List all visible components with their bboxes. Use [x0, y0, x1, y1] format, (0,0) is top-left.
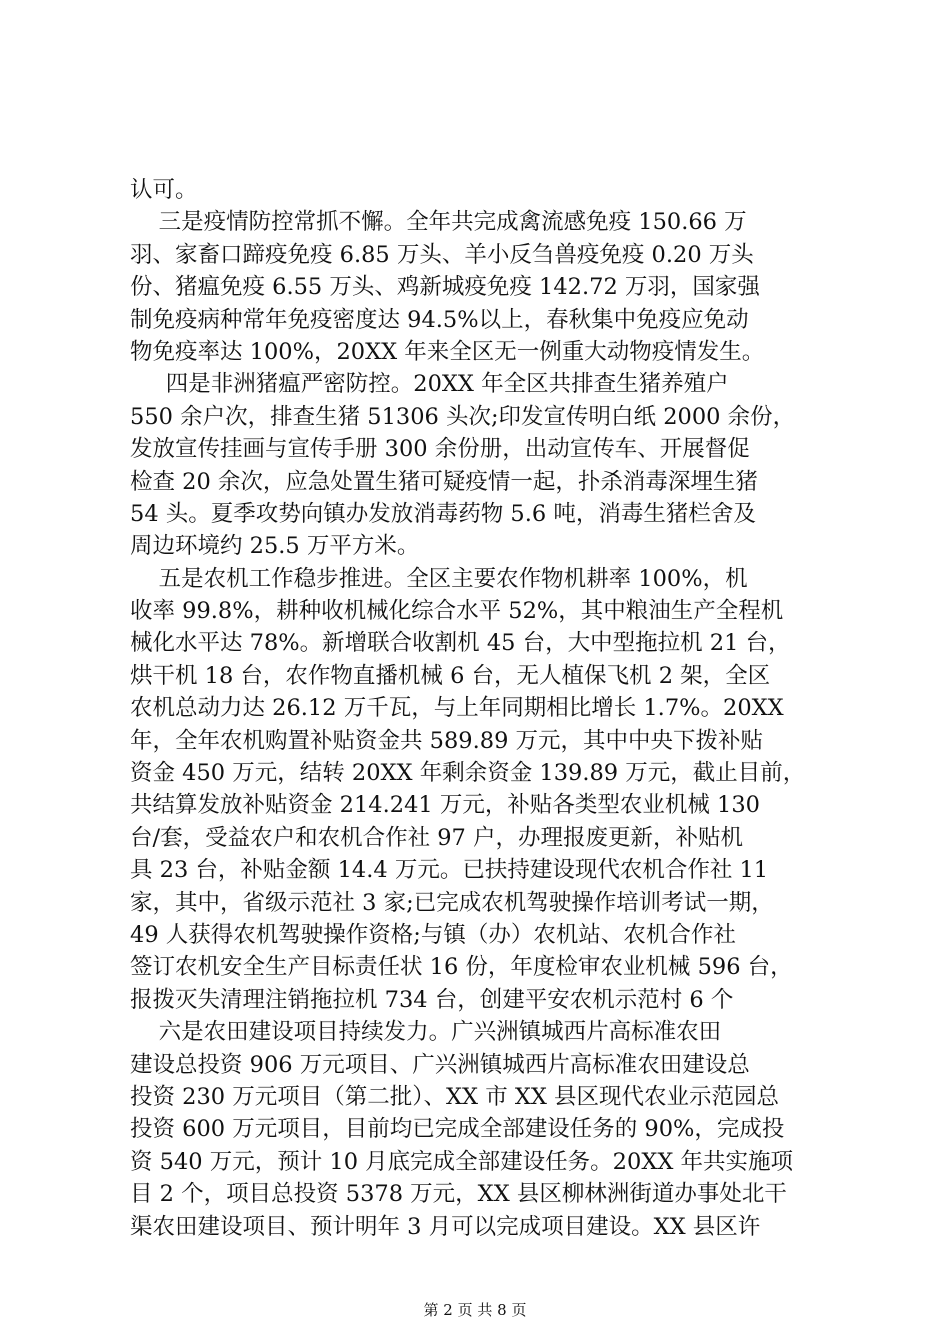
text-line: 检查 20 余次，应急处置生猪可疑疫情一起，扑杀消毒深埋生猪 [130, 468, 758, 495]
text-line: 具 23 台，补贴金额 14.4 万元。已扶持建设现代农机合作社 11 [130, 857, 769, 884]
text-line: 四是非洲猪瘟严密防控。20XX 年全区共排查生猪养殖户 [130, 371, 729, 398]
text-line: 认可。 [130, 177, 198, 203]
text-line: 六是农田建设项目持续发力。广兴洲镇城西片高标准农田 [130, 1019, 722, 1046]
page-number-footer: 第 2 页 共 8 页 [423, 1301, 527, 1319]
text-line: 台/套，受益农户和农机合作社 97 户，办理报废更新，补贴机 [130, 824, 744, 851]
text-line: 周边环境约 25.5 万平方米。 [130, 533, 420, 560]
text-line: 三是疫情防控常抓不懈。全年共完成禽流感免疫 150.66 万 [130, 209, 747, 236]
document-body [130, 174, 830, 1243]
text-line: 550 余户次，排查生猪 51306 头次;印发宣传明白纸 2000 余份， [130, 403, 796, 430]
text-line: 报拨灭失清理注销拖拉机 734 台，创建平安农机示范村 6 个 [130, 986, 734, 1013]
text-line: 共结算发放补贴资金 214.241 万元，补贴各类型农业机械 130 [130, 792, 760, 819]
text-line: 49 人获得农机驾驶操作资格;与镇（办）农机站、农机合作社 [130, 921, 736, 948]
text-line: 份、猪瘟免疫 6.55 万头、鸡新城疫免疫 142.72 万羽，国家强 [130, 274, 760, 301]
text-line: 五是农机工作稳步推进。全区主要农作物机耕率 100%，机 [130, 565, 748, 592]
text-line: 目 2 个，项目总投资 5378 万元，XX 县区柳林洲街道办事处北干 [130, 1181, 787, 1208]
text-line: 农机总动力达 26.12 万千瓦，与上年同期相比增长 1.7%。20XX [130, 695, 784, 722]
text-line: 投资 230 万元项目（第二批）、XX 市 XX 县区现代农业示范园总 [130, 1083, 780, 1110]
text-line: 资 540 万元，预计 10 月底完成全部建设任务。20XX 年共实施项 [130, 1148, 794, 1175]
text-line: 年，全年农机购置补贴资金共 589.89 万元，其中中央下拨补贴 [130, 727, 764, 754]
text-line: 家，其中，省级示范社 3 家;已完成农机驾驶操作培训考试一期， [130, 889, 774, 916]
text-line: 签订农机安全生产目标责任状 16 份，年度检审农业机械 596 台， [130, 954, 793, 981]
text-line: 投资 600 万元项目，目前均已完成全部建设任务的 90%，完成投 [130, 1116, 785, 1143]
text-line: 械化水平达 78%。新增联合收割机 45 台，大中型拖拉机 21 台， [130, 630, 791, 657]
text-line: 制免疫病种常年免疫密度达 94.5%以上，春秋集中免疫应免动 [130, 306, 749, 333]
text-line: 烘干机 18 台，农作物直播机械 6 台，无人植保飞机 2 架，全区 [130, 662, 771, 689]
text-line: 羽、家畜口蹄疫免疫 6.85 万头、羊小反刍兽疫免疫 0.20 万头 [130, 241, 754, 268]
text-line: 收率 99.8%，耕种收机械化综合水平 52%，其中粮油生产全程机 [130, 598, 784, 625]
text-line: 建设总投资 906 万元项目、广兴洲镇城西片高标准农田建设总 [130, 1051, 750, 1078]
text-line: 渠农田建设项目、预计明年 3 月可以完成项目建设。XX 县区许 [130, 1213, 761, 1240]
text-line: 资金 450 万元，结转 20XX 年剩余资金 139.89 万元，截止目前， [130, 760, 806, 787]
text-line: 54 头。夏季攻势向镇办发放消毒药物 5.6 吨，消毒生猪栏舍及 [130, 500, 756, 527]
text-line: 物免疫率达 100%，20XX 年来全区无一例重大动物疫情发生。 [130, 338, 765, 365]
text-line: 发放宣传挂画与宣传手册 300 余份册，出动宣传车、开展督促 [130, 436, 750, 463]
